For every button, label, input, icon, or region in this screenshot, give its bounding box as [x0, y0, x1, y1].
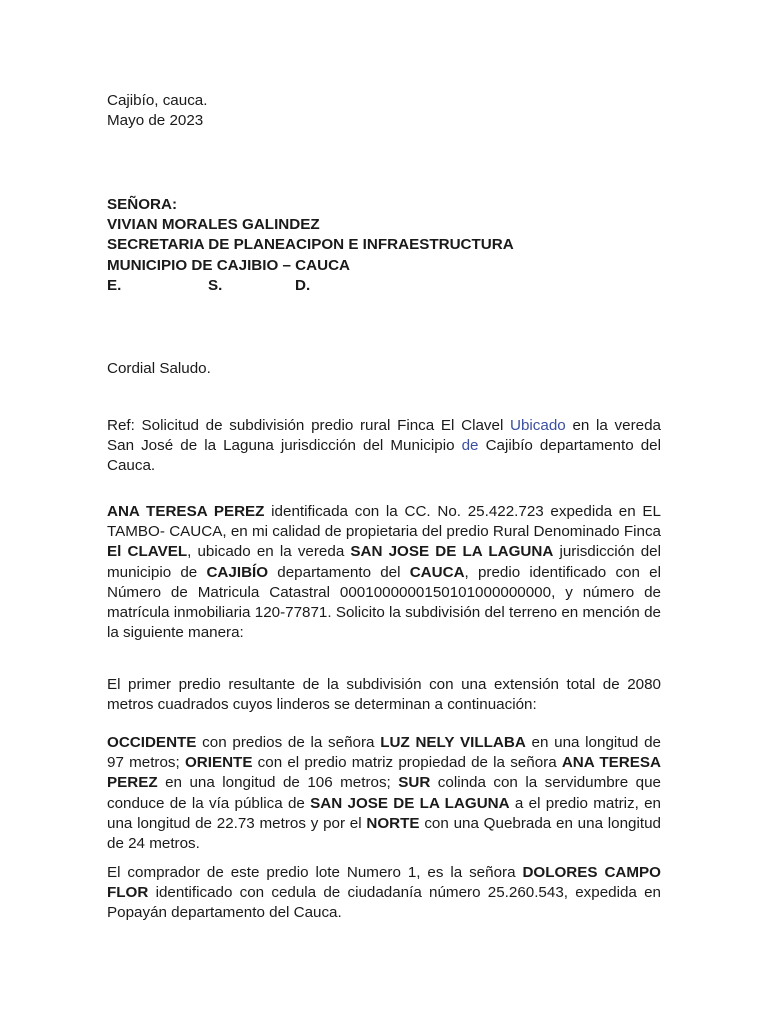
bound-text-7: con una Quebrada en una longitud de 24 metros. — [107, 814, 661, 853]
vereda-name: SAN JOSE DE LA LAGUNA — [350, 543, 554, 561]
recipient-org: MUNICIPIO DE CAJIBIO – CAUCA — [107, 256, 351, 274]
buyer-paragraph — [107, 863, 661, 924]
extension-paragraph: El primer predio resultante de la subdivisión con una extensión total de 2080 metros cuadrados cuyos linderos se determinan a continuación: — [107, 676, 661, 714]
bound-text-6: a el predio matriz, en una longitud de 22.73 metros y por el — [107, 794, 661, 832]
ref-text-2: en la vereda San José de la Laguna jurisdicción del Municipio — [107, 417, 661, 455]
reference-paragraph — [107, 416, 661, 477]
neighbor-name: LUZ NELY VILLABA — [380, 734, 526, 751]
greeting: Cordial Saludo. — [107, 360, 211, 377]
norte-label: NORTE — [366, 814, 420, 832]
letter-header — [107, 91, 661, 131]
recipient-name: VIVIAN MORALES GALINDEZ — [107, 216, 320, 234]
owner-paragraph — [107, 502, 661, 643]
owner-text-4: departamento del — [268, 563, 410, 581]
occidente-label: OCCIDENTE — [107, 734, 197, 751]
ref-text-3: Cajibío departamento del Cauca. — [107, 437, 661, 475]
bound-text-3: con el predio matriz propiedad de la señora — [252, 754, 562, 772]
bound-text-2: en una longitud de 97 metros; — [107, 734, 661, 772]
buyer-text-2: identificado con cedula de ciudadanía número 25.260.543, expedida en Popayán departamento del Cauca. — [107, 884, 661, 922]
owner-name-2: ANA TERESA PEREZ — [107, 754, 661, 792]
esd-line — [107, 276, 661, 296]
bound-text-5: colinda con la servidumbre que conduce de la vía pública de — [107, 774, 661, 812]
boundaries-paragraph — [107, 733, 661, 854]
bound-text-1: con predios de la señora — [196, 734, 381, 751]
owner-name: ANA TERESA PEREZ — [107, 503, 265, 520]
finca-name: El CLAVEL — [107, 543, 188, 561]
owner-text-5: , predio identificado con el Número de Matricula Catastral 0001000000150101000000000, y número de matrícula inmobiliaria 120-77871. Solicito la subdivisión del terreno en mención de la siguiente manera: — [107, 563, 661, 642]
depto-name: CAUCA — [409, 563, 465, 581]
owner-text-2: , ubicado en la vereda — [187, 543, 351, 561]
place-line: Cajibío, cauca. — [107, 92, 208, 109]
vereda-name-2: SAN JOSE DE LA LAGUNA — [310, 794, 510, 812]
ref-ubicado: Ubicado — [510, 417, 566, 434]
esd-d: D. — [295, 276, 311, 294]
recipient-salutation: SEÑORA: — [107, 196, 178, 213]
sur-label: SUR — [398, 774, 431, 792]
oriente-label: ORIENTE — [184, 754, 253, 772]
owner-text-1: identificada con la CC. No. 25.422.723 expedida en EL TAMBO- CAUCA, en mi calidad de propietaria del predio Rural Denominado Finca — [107, 503, 661, 541]
recipient-block — [107, 195, 661, 296]
owner-text-3: jurisdicción del municipio de — [107, 543, 661, 581]
ref-de: de — [461, 437, 479, 455]
buyer-text-1: El comprador de este predio lote Numero 1, es la señora — [107, 864, 523, 881]
esd-e: E. — [107, 276, 122, 294]
municipio-name: CAJIBÍO — [206, 563, 269, 581]
ref-text-1: Ref: Solicitud de subdivisión predio rural Finca El Clavel — [107, 417, 511, 434]
recipient-title: SECRETARIA DE PLANEACIPON E INFRAESTRUCTURA — [107, 236, 514, 254]
esd-s: S. — [208, 276, 223, 294]
buyer-name: DOLORES CAMPO FLOR — [107, 864, 661, 902]
bound-text-4: en una longitud de 106 metros; — [157, 774, 399, 792]
date-line: Mayo de 2023 — [107, 112, 204, 130]
